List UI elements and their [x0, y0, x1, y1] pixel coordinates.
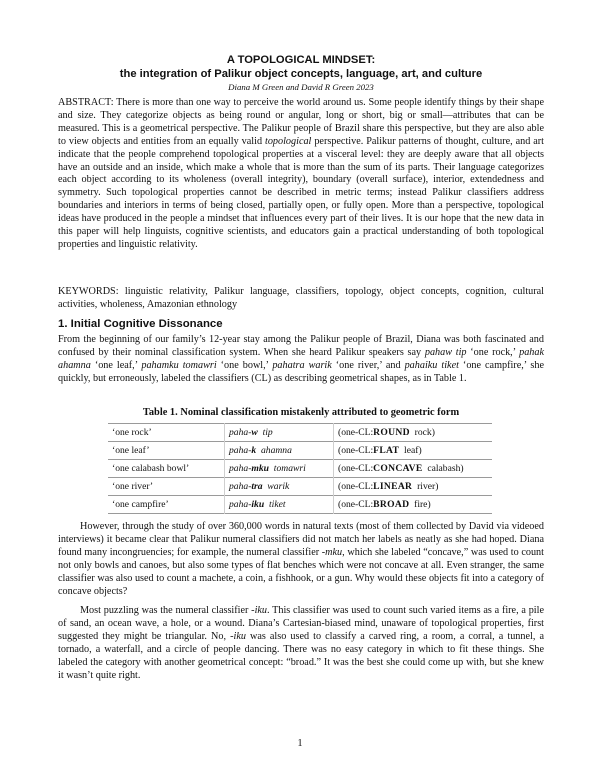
- para1-example-3: pahamku tomawri: [141, 359, 217, 371]
- title-line-2: the integration of Palikur object concepts, language, art, and culture: [119, 68, 483, 80]
- authors-line: Diana M Green and David R Green 2023: [228, 82, 374, 92]
- table-row: [108, 478, 492, 496]
- para1-text-1: From the beginning of our family’s 12-year stay among the Palikur people of Brazil, Diana was both fascinated and confused by their nominal classification system. When she heard Palikur speakers say: [58, 334, 544, 358]
- paragraph-2: [58, 521, 544, 598]
- keywords-text: linguistic relativity, Palikur language, classifiers, topology, object concepts, cognition, cultural activities, wholeness, Amazonian ethnology: [58, 286, 544, 310]
- palikur-cell: paha-mku tomawri: [225, 460, 334, 478]
- paragraph-3: [58, 605, 544, 682]
- interlinear-cell: (one-CL:CONCAVE calabash): [334, 460, 493, 478]
- abstract-emphasis: topological: [264, 135, 312, 147]
- para1-text-6: ‘one campfire,’ she quickly, but erroneously, labeled the classifiers (CL) as describing geometrical shapes, as in Table 1.: [58, 359, 544, 384]
- classifier-table: [108, 423, 492, 514]
- palikur-cell: paha-iku tiket: [225, 496, 334, 514]
- abstract: [58, 97, 544, 252]
- para3-text-1: Most puzzling was the numeral classifier: [80, 605, 252, 616]
- section-heading: 1. Initial Cognitive Dissonance: [58, 318, 223, 330]
- table-caption: Table 1. Nominal classification mistakenly attributed to geometric form: [142, 407, 460, 418]
- interlinear-cell: (one-CL:FLAT leaf): [334, 442, 493, 460]
- interlinear-cell: (one-CL:BROAD fire): [334, 496, 493, 514]
- para1-text-3: ‘one leaf,’: [90, 359, 142, 371]
- abstract-text-1: There is more than one way to perceive the world around us. Some people identify things by their shape and size. They categorize objects as being round or angular, long or short, big or small—attributes that can be measured. This is a geometrical perspective. The Palikur people of Brazil share this perspective, but they are also able to view objects and entities from an equally valid: [58, 97, 544, 147]
- table-row: [108, 442, 492, 460]
- table-row: [108, 496, 492, 514]
- interlinear-cell: (one-CL:ROUND rock): [334, 424, 493, 442]
- para2-example-1: -mku: [321, 546, 343, 558]
- para1-text-2: ‘one rock,’: [466, 346, 520, 358]
- gloss-cell: ‘one river’: [112, 481, 154, 492]
- para3-example-2: -iku: [230, 630, 246, 642]
- title-line-1: A TOPOLOGICAL MINDSET:: [226, 54, 376, 66]
- page-number: 1: [297, 738, 303, 749]
- para3-example-1: -iku: [251, 605, 268, 616]
- keywords: [58, 286, 544, 312]
- gloss-cell: ‘one leaf’: [112, 445, 150, 456]
- paragraph-1: [58, 334, 544, 386]
- para1-example-4: pahatra warik: [272, 359, 332, 371]
- palikur-cell: paha-tra warik: [225, 478, 334, 496]
- table-row: [108, 460, 492, 478]
- paper-title: [58, 53, 544, 81]
- para3-text-3: was also used to classify a carved ring, a room, a corral, a tunnel, a tornado, a waterfall, and a circle of people dancing. There was no easy category in which to fit these things. She labeled the category with another geometrical concept: “broad.” It was the best she could come up with, but she knew it wasn’t quite right.: [58, 630, 544, 681]
- gloss-cell: ‘one rock’: [112, 427, 152, 438]
- para3-text-2: . This classifier was used to count such varied items as a fire, a pile of sand, an ocean wave, a hole, or a wound. Diana’s Cartesian-biased mind, unaware of topological properties, first suggested they might be triangular. No,: [58, 605, 544, 642]
- abstract-text-2: perspective. Palikur patterns of thought, culture, and art indicate that the people comprehend topological properties at a visceral level: they are deeply aware that all objects have an outside and an inside, which make a whole that is more than the sum of its parts. Their language categorizes each object according to its wholeness (overall integrity), boundary (overall surface), interior, extendedness and symmetry. Such topological properties cannot be described in metric terms; instead Palikur classifiers address boundaries and interiors in terms of being closed, partially open, or fully open. More than a perspective, topological ideas have produced in the people a mindset that influences every part of their lives. It is our hope that the new data in this paper will help linguists, cognitive scientists, and educators gain a practical understanding of both topological properties and linguistic relativity.: [58, 135, 544, 250]
- gloss-cell: ‘one calabash bowl’: [112, 463, 190, 474]
- gloss-cell: ‘one campfire’: [112, 499, 169, 510]
- para1-example-5: pahaiku tiket: [404, 359, 459, 371]
- para1-example-1: pahaw tip: [424, 346, 467, 358]
- abstract-label: ABSTRACT:: [58, 97, 114, 108]
- para1-text-5: ‘one river,’ and: [331, 359, 405, 371]
- para1-text-4: ‘one bowl,’: [216, 359, 273, 371]
- para2-text-1: However, through the study of over 360,000 words in natural texts (most of them collected by David via videoed interviews) it became clear that Palikur numeral classifiers did not match her labels as neatly as she had hoped. Diana found many incongruencies; for example, the numeral classifier: [58, 521, 544, 558]
- palikur-cell: paha-w tip: [225, 424, 334, 442]
- keywords-label: KEYWORDS:: [58, 286, 119, 297]
- table-row: [108, 424, 492, 442]
- interlinear-cell: (one-CL:LINEAR river): [334, 478, 493, 496]
- palikur-cell: paha-k ahamna: [225, 442, 334, 460]
- para1-example-2: pahak ahamna: [58, 346, 545, 371]
- para2-text-2: , which she labeled “concave,” was used to count not only bowls and canoes, but also some types of flat benches which were not concave at all. Even stranger, the same classifier was also used to count a machete, a coin, a fishhook, or a gun. Why would these objects fit into a category of concave objects?: [58, 546, 544, 597]
